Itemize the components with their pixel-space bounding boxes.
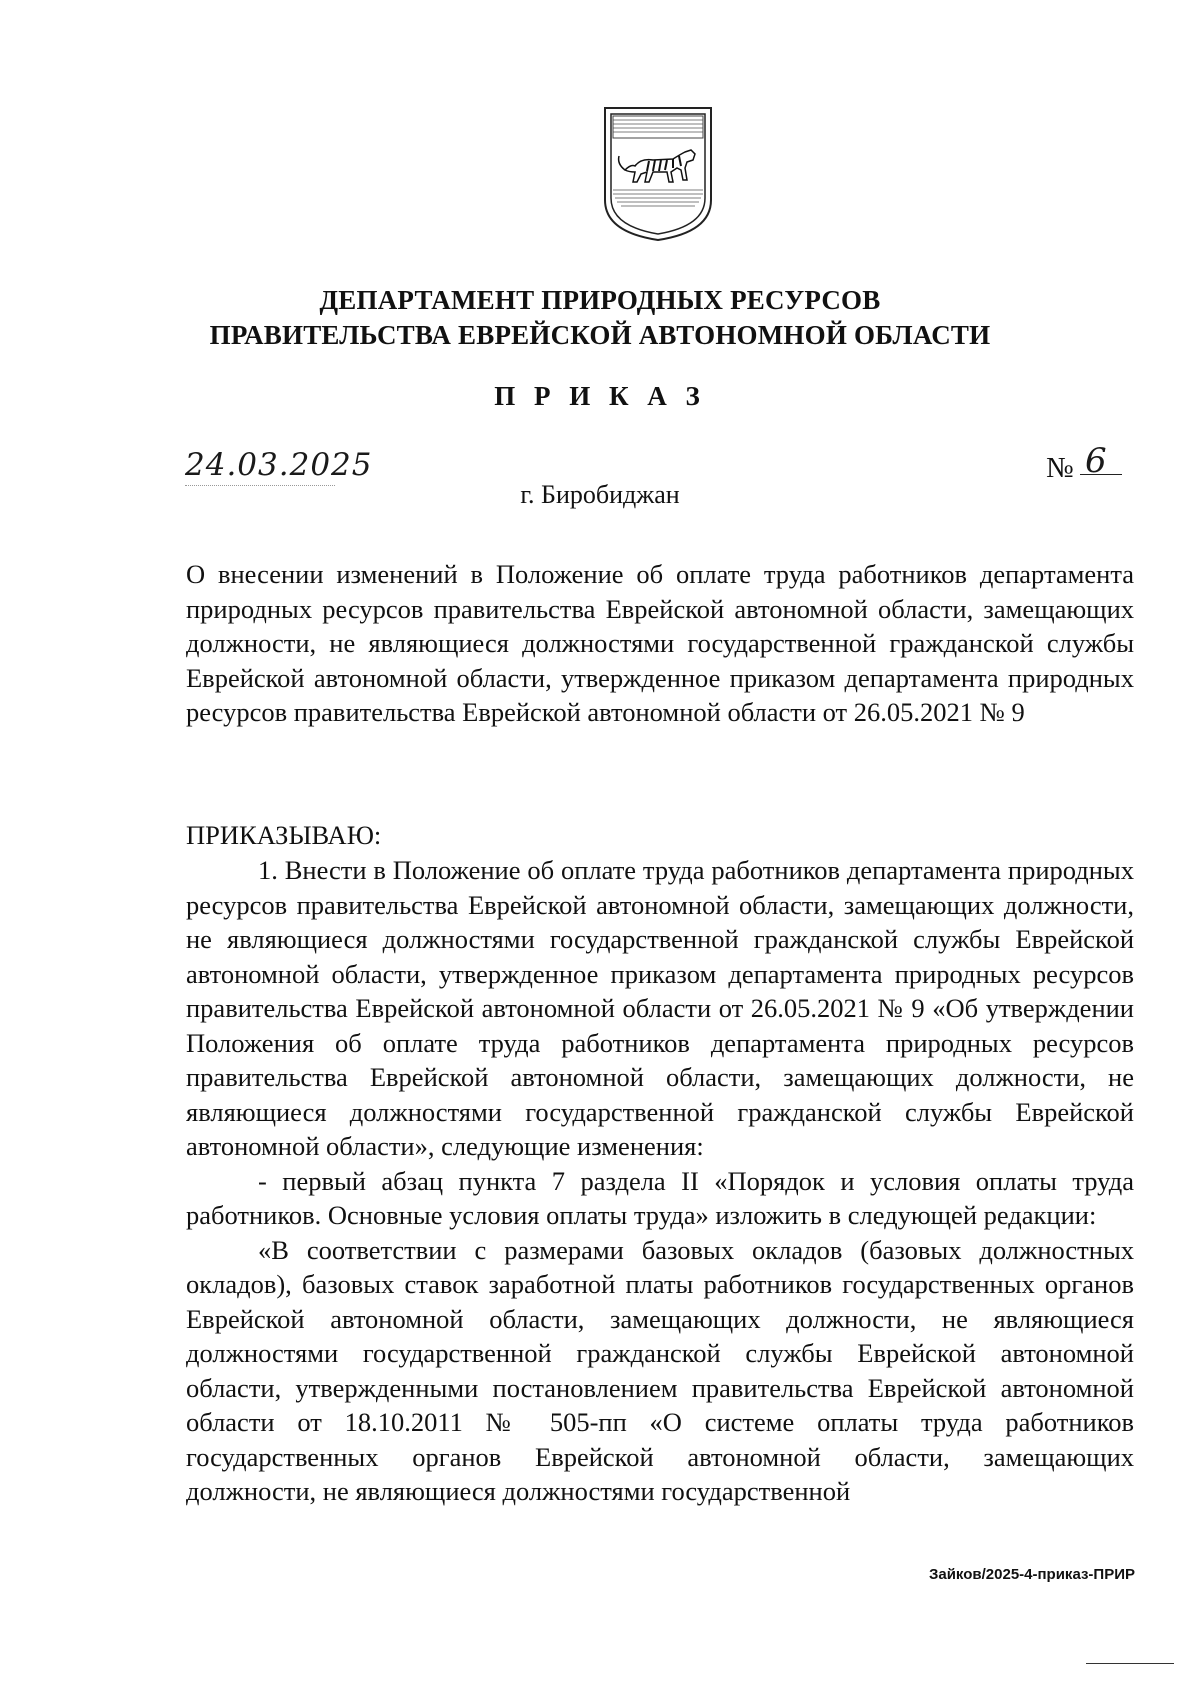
document-code: Зайков/2025-4-приказ-ПРИР	[928, 1566, 1135, 1583]
document-subject: О внесении изменений в Положение об оплате труда работников департамента природных ресурсов правительства Еврейской автономной области, замещающих должности, не являющиеся должностями государственной гражданской службы Еврейской автономной области, утвержденное приказом департамента природных ресурсов правительства Еврейской автономной области от 26.05.2021 № 9	[186, 559, 1134, 727]
document-body	[186, 853, 1134, 1509]
handwritten-date: 24.03.2025	[185, 447, 373, 483]
number-label: №	[1046, 452, 1074, 484]
decree-heading: ПРИКАЗЫВАЮ:	[186, 820, 382, 850]
document-type-title: П Р И К А З	[494, 381, 706, 411]
paragraph: «В соответствии с размерами базовых окладов (базовых должностных окладов), базовых ставок заработной платы работников государственных органов Еврейской автономной области, замещающих должности, не являющиеся должностями государственной гражданской службы Еврейской автономной области, утвержденными постановлением правительства Еврейской автономной области от 18.10.2011 № 505-пп «О системе оплаты труда работников государственных органов Еврейской автономной области, замещающих должности, не являющиеся должностями государственной	[186, 1234, 1134, 1506]
city-name: г. Биробиджан	[520, 480, 680, 509]
number-underline	[1080, 474, 1122, 475]
coat-of-arms-icon	[601, 104, 715, 244]
paragraph: - первый абзац пункта 7 раздела II «Порядок и условия оплаты труда работников. Основные условия оплаты труда» изложить в следующей редакции:	[186, 1165, 1134, 1230]
department-name-line-1: ДЕПАРТАМЕНТ ПРИРОДНЫХ РЕСУРСОВ	[319, 285, 881, 315]
footer-line	[1086, 1663, 1174, 1664]
paragraph: 1. Внести в Положение об оплате труда работников департамента природных ресурсов правительства Еврейской автономной области, замещающих должности, не являющиеся должностями государственной гражданской службы Еврейской автономной области, утвержденное приказом департамента природных ресурсов правительства Еврейской автономной области от 26.05.2021 № 9 «Об утверждении Положения об оплате труда работников департамента природных ресурсов правительства Еврейской автономной области, замещающих должности, не являющиеся должностями государственной гражданской службы Еврейской автономной области», следующие изменения:	[186, 855, 1134, 1161]
handwritten-number: 6	[1085, 441, 1107, 481]
department-name-line-2: ПРАВИТЕЛЬСТВА ЕВРЕЙСКОЙ АВТОНОМНОЙ ОБЛАСТИ	[209, 320, 991, 350]
